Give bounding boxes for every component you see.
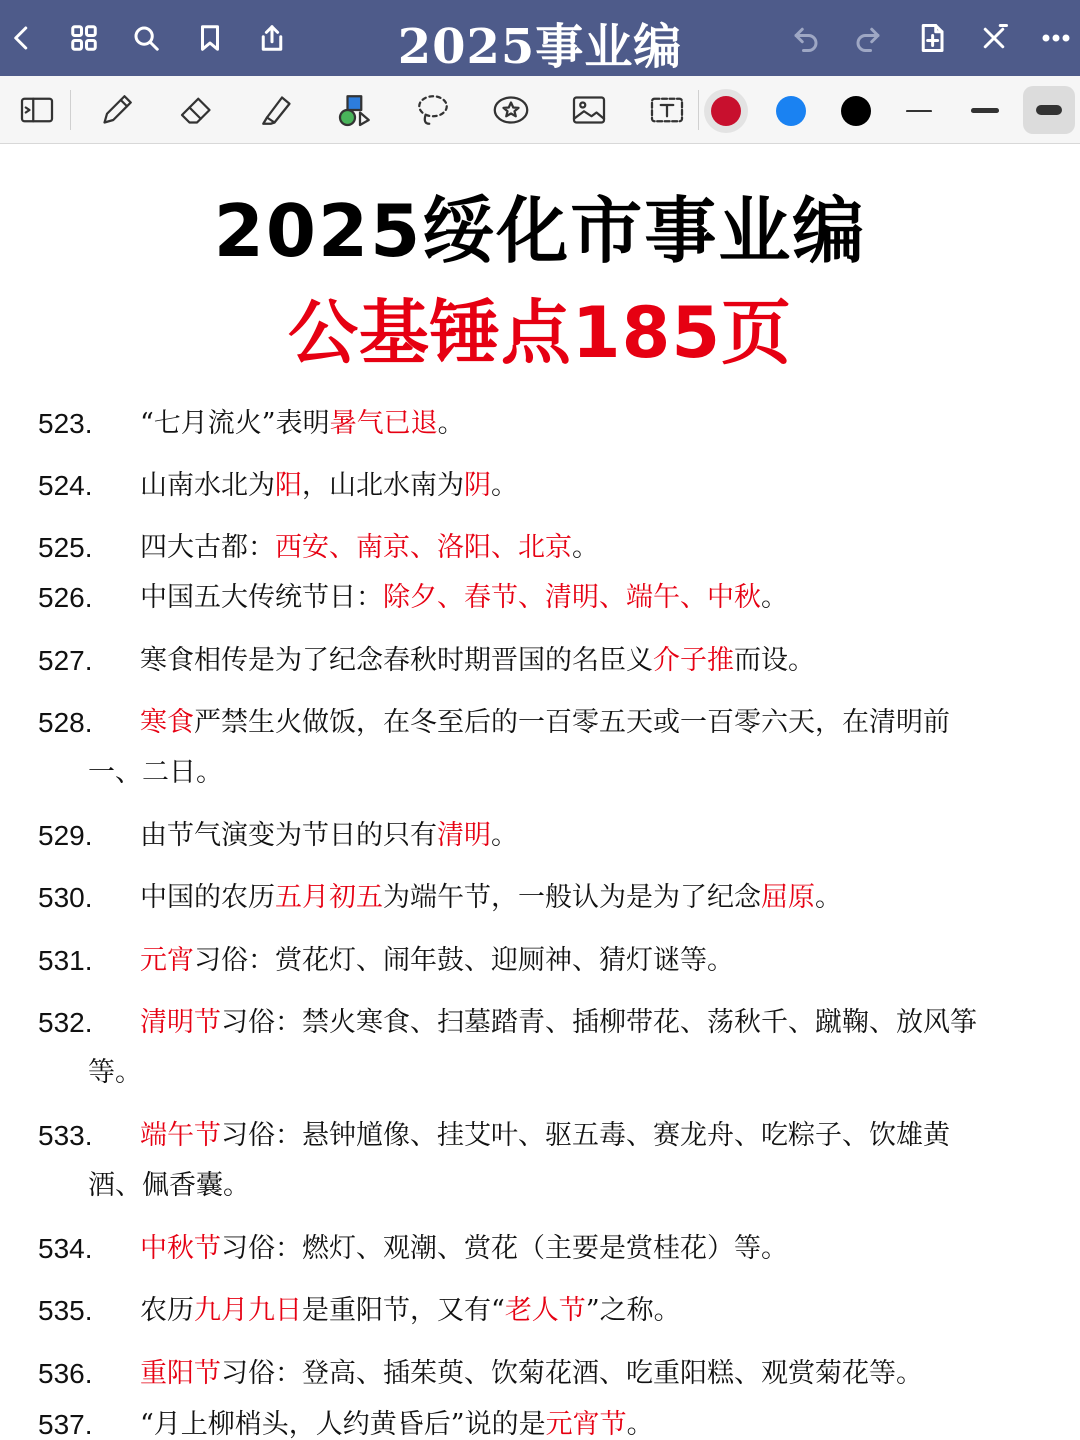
close-icon[interactable] [974,18,1014,58]
plain-text: 严禁生火做饭，在冬至后的一百零五天或一百零六天，在清明前 [194,707,950,738]
plain-text: 由节气演变为节日的只有 [140,820,437,851]
plain-text: 四大古都： [140,532,275,563]
item-text [140,399,1040,449]
highlight-text: 西安、南京、洛阳、北京 [275,532,572,563]
redo-icon[interactable] [848,18,888,58]
document-page [0,145,1080,1440]
plain-text: ”之称。 [585,1295,681,1326]
highlight-text: 除夕、春节、清明、端午、中秋 [383,582,761,613]
item-number: 528. [38,707,93,738]
plain-text: 是重阳节，又有“ [302,1295,505,1326]
page-subtitle: 公基锤点185页 [287,292,793,374]
plain-text: 。 [572,532,599,563]
item-number: 526. [38,582,93,613]
highlight-text: 暑气已退 [329,408,438,439]
plain-text: 。 [491,820,518,851]
item-text [140,461,1040,511]
plain-text: 习俗：禁火寒食、扫墓踏青、插柳带花、荡秋千、蹴鞠、放风筝 [221,1007,977,1038]
item-text [140,698,1040,748]
plain-text: 中国的农历 [140,882,275,913]
item-number: 527. [38,645,93,676]
item-text [140,811,1040,861]
item-text [140,636,1040,686]
plain-text: 为端午节，一般认为是为了纪念 [383,882,761,913]
item-text [140,1286,1040,1336]
item-number: 531. [38,945,93,976]
toolbar-divider [698,90,699,130]
plain-text: 中国五大传统节日： [140,582,383,613]
item-number: 535. [38,1295,93,1326]
plain-text: 。 [437,408,465,439]
item-number: 537. [38,1409,93,1440]
item-number: 534. [38,1233,93,1264]
item-text [140,1224,1040,1274]
plain-text: “月上柳梢头，人约黄昏后”说的是 [140,1409,546,1440]
plain-text: 而设。 [734,645,815,676]
undo-icon[interactable] [786,18,826,58]
highlight-text: 清明节 [140,1007,221,1038]
color-red-swatch[interactable] [711,96,741,126]
plain-text: 习俗：登高、插茱萸、饮菊花酒、吃重阳糕、观赏菊花等。 [221,1358,923,1389]
highlight-text: 老人节 [504,1295,586,1326]
highlight-text: 五月初五 [275,882,383,913]
highlight-text: 阳 [275,470,302,501]
more-icon[interactable] [1036,18,1076,58]
item-text [140,1400,1040,1440]
highlight-text: 重阳节 [140,1358,221,1389]
item-number: 529. [38,820,93,851]
lasso-icon[interactable] [410,88,456,132]
highlight-text: 介子推 [653,645,734,676]
page-title: 2025绥化市事业编 [213,189,867,273]
item-text [140,936,1040,986]
sticker-icon[interactable] [488,88,534,132]
highlight-text: 清明 [437,820,491,851]
stroke-thick-button[interactable] [1023,86,1075,134]
item-text [140,573,1040,623]
plain-text: 。 [626,1409,654,1440]
item-number: 524. [38,470,93,501]
page-layout-icon[interactable] [14,88,60,132]
highlighter-icon[interactable] [254,88,300,132]
item-number: 523. [38,408,93,439]
text-icon[interactable] [644,88,690,132]
plain-text: 寒食相传是为了纪念春秋时期晋国的名臣义 [140,645,653,676]
stroke-medium-button[interactable] [971,108,999,113]
image-icon[interactable] [566,88,612,132]
plain-text: 习俗：赏花灯、闹年鼓、迎厕神、猜灯谜等。 [194,945,734,976]
plain-text: 习俗：悬钟馗像、挂艾叶、驱五毒、赛龙舟、吃粽子、饮雄黄 [221,1120,950,1151]
item-text-continuation: 酒、佩香囊。 [88,1170,250,1201]
item-text [140,998,1040,1048]
item-number: 530. [38,882,93,913]
plain-text: ，山北水南为 [302,470,464,501]
highlight-text: 寒食 [140,707,194,738]
highlight-text: 阴 [464,470,491,501]
drawing-toolbar [0,76,1080,144]
item-text [140,873,1040,923]
plain-text: “七月流火”表明 [140,408,330,439]
document-title: 2025事业编 [397,19,683,75]
highlight-text: 端午节 [140,1120,221,1151]
plain-text: 。 [491,470,518,501]
shapes-icon[interactable] [332,88,378,132]
stroke-thick-line [1036,105,1062,115]
color-black-swatch[interactable] [841,96,871,126]
item-text [140,523,1040,573]
pen-icon[interactable] [94,88,140,132]
item-number: 536. [38,1358,93,1389]
stroke-thin-button[interactable] [906,110,932,112]
item-number: 532. [38,1007,93,1038]
highlight-text: 元宵 [140,945,194,976]
plain-text: 。 [815,882,842,913]
plain-text: 山南水北为 [140,470,275,501]
plain-text: 。 [761,582,788,613]
color-blue-swatch[interactable] [776,96,806,126]
item-text-continuation: 等。 [88,1057,142,1088]
plain-text: 农历 [140,1295,194,1326]
item-text [140,1349,1040,1399]
item-number: 525. [38,532,93,563]
toolbar-divider [70,90,71,130]
top-bar [0,0,1080,76]
plain-text: 习俗：燃灯、观潮、赏花（主要是赏桂花）等。 [221,1233,788,1264]
add-page-icon[interactable] [912,18,952,58]
item-number: 533. [38,1120,93,1151]
highlight-text: 元宵节 [545,1409,627,1440]
highlight-text: 九月九日 [194,1295,302,1326]
highlight-text: 屈原 [761,882,815,913]
eraser-icon[interactable] [174,88,220,132]
item-text [140,1111,1040,1161]
item-text-continuation: 一、二日。 [88,757,223,788]
highlight-text: 中秋节 [140,1233,221,1264]
